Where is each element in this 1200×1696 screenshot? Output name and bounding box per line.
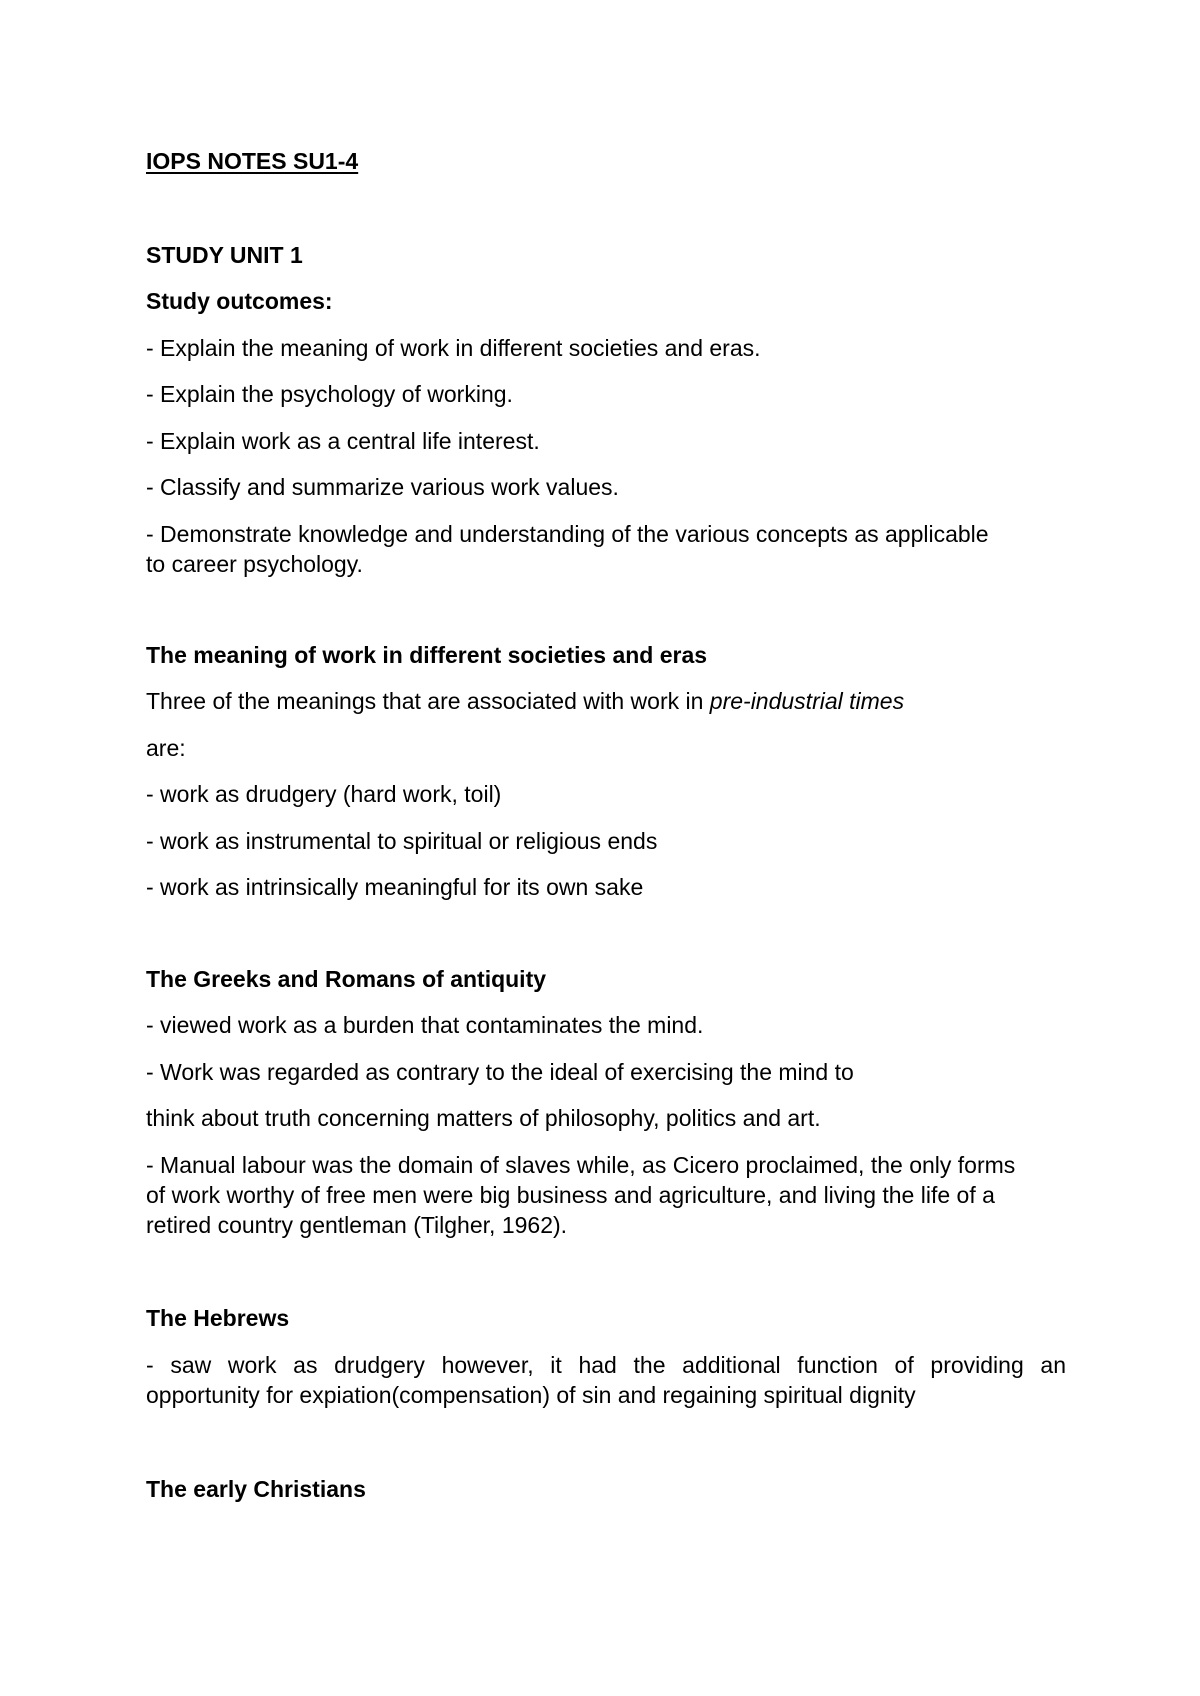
outcome-item: - Explain the psychology of working. bbox=[146, 381, 513, 407]
meaning-intro-emphasis: pre-industrial times bbox=[709, 688, 905, 714]
study-outcomes-heading: Study outcomes: bbox=[146, 288, 333, 314]
hebrews-line: - saw work as drudgery however, it had the additional function of providing an bbox=[146, 1352, 1066, 1378]
hebrews-section-heading: The Hebrews bbox=[146, 1305, 290, 1331]
meaning-section-heading: The meaning of work in different societies and eras bbox=[146, 642, 708, 668]
hebrews-line: opportunity for expiation(compensation) of sin and regaining spiritual dignity bbox=[146, 1382, 916, 1408]
greeks-line: - viewed work as a burden that contaminates the mind. bbox=[146, 1012, 704, 1038]
meaning-item: - work as instrumental to spiritual or religious ends bbox=[146, 828, 658, 854]
greeks-section-heading: The Greeks and Romans of antiquity bbox=[146, 966, 547, 992]
greeks-line: - Work was regarded as contrary to the ideal of exercising the mind to bbox=[146, 1059, 854, 1085]
greeks-line: retired country gentleman (Tilgher, 1962). bbox=[146, 1212, 568, 1238]
outcome-item: - Classify and summarize various work values. bbox=[146, 474, 619, 500]
greeks-line: - Manual labour was the domain of slaves while, as Cicero proclaimed, the only forms bbox=[146, 1152, 1016, 1178]
outcome-item: - Explain work as a central life interest. bbox=[146, 428, 540, 454]
meaning-intro bbox=[146, 686, 1066, 716]
document-title: IOPS NOTES SU1-4 bbox=[146, 148, 359, 174]
outcome-item: - Explain the meaning of work in different societies and eras. bbox=[146, 335, 761, 361]
christians-section-heading: The early Christians bbox=[146, 1476, 366, 1502]
meaning-intro-continuation: are: bbox=[146, 735, 186, 761]
outcome-item: - Demonstrate knowledge and understanding of the various concepts as applicable bbox=[146, 521, 989, 547]
meaning-intro-text: Three of the meanings that are associated with work in bbox=[146, 688, 710, 714]
meaning-item: - work as drudgery (hard work, toil) bbox=[146, 781, 502, 807]
study-unit-heading: STUDY UNIT 1 bbox=[146, 242, 303, 268]
outcome-item-continuation: to career psychology. bbox=[146, 551, 363, 577]
greeks-line: of work worthy of free men were big business and agriculture, and living the life of a bbox=[146, 1182, 995, 1208]
greeks-line: think about truth concerning matters of philosophy, politics and art. bbox=[146, 1105, 821, 1131]
meaning-item: - work as intrinsically meaningful for its own sake bbox=[146, 874, 644, 900]
